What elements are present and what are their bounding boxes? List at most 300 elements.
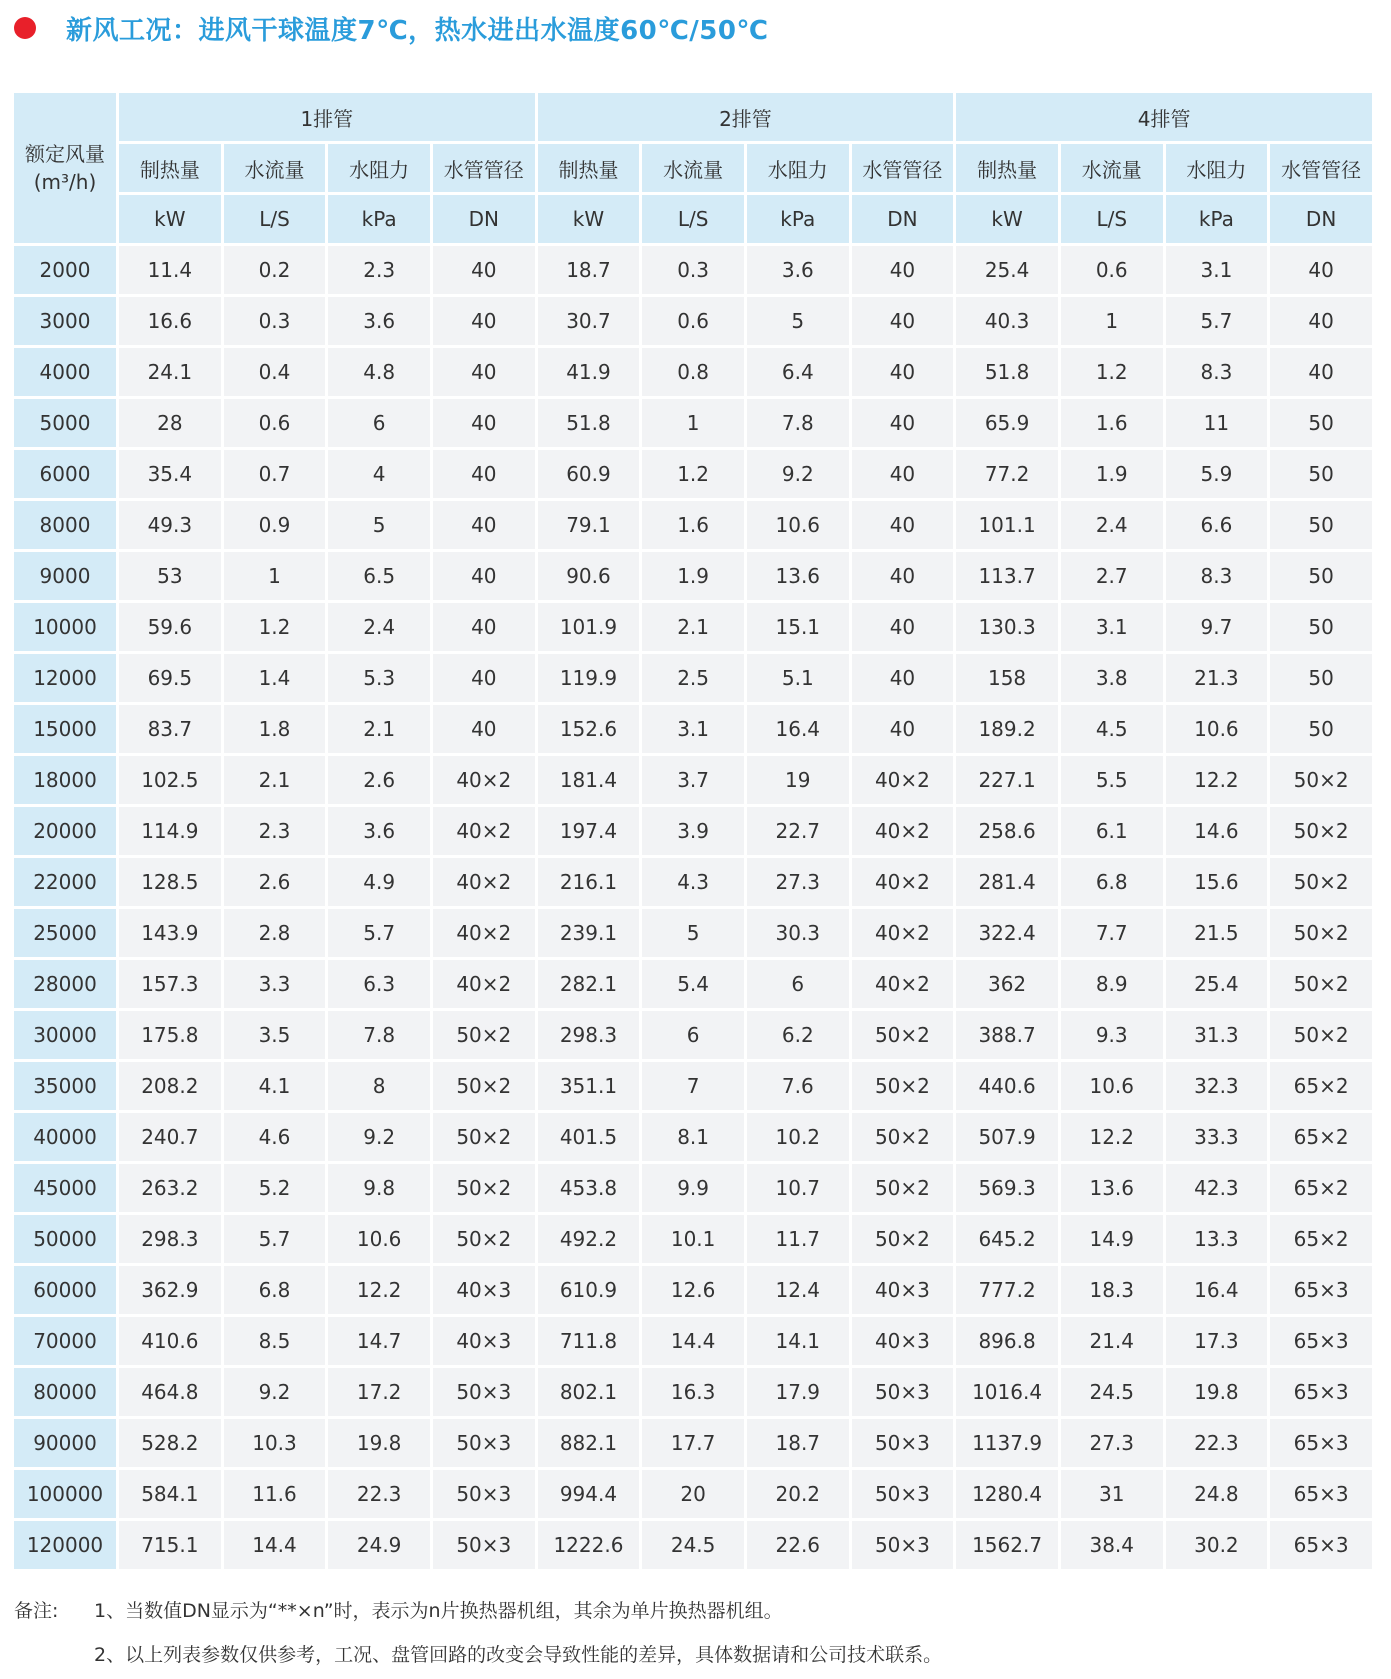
value-cell: 50×3 [433, 1368, 535, 1416]
value-cell: 40 [852, 552, 954, 600]
table-row [14, 1164, 1372, 1212]
column-unit: kPa [747, 195, 849, 243]
value-cell: 143.9 [119, 909, 221, 957]
value-cell: 0.4 [224, 348, 326, 396]
value-cell: 40×2 [852, 960, 954, 1008]
value-cell: 24.1 [119, 348, 221, 396]
value-cell: 152.6 [538, 705, 640, 753]
value-cell: 4.1 [224, 1062, 326, 1110]
value-cell: 4.3 [642, 858, 744, 906]
value-cell: 50 [1270, 399, 1372, 447]
airflow-cell: 6000 [14, 450, 116, 498]
value-cell: 351.1 [538, 1062, 640, 1110]
value-cell: 2.3 [328, 246, 430, 294]
table-row [14, 1011, 1372, 1059]
value-cell: 40 [433, 399, 535, 447]
value-cell: 1.9 [642, 552, 744, 600]
value-cell: 40 [1270, 348, 1372, 396]
value-cell: 3.1 [642, 705, 744, 753]
airflow-cell: 30000 [14, 1011, 116, 1059]
value-cell: 3.5 [224, 1011, 326, 1059]
value-cell: 507.9 [956, 1113, 1058, 1161]
value-cell: 40×2 [433, 858, 535, 906]
value-cell: 16.6 [119, 297, 221, 345]
value-cell: 50×2 [1270, 807, 1372, 855]
table-row [14, 1062, 1372, 1110]
value-cell: 19 [747, 756, 849, 804]
value-cell: 69.5 [119, 654, 221, 702]
value-cell: 2.6 [328, 756, 430, 804]
value-cell: 42.3 [1166, 1164, 1268, 1212]
value-cell: 18.3 [1061, 1266, 1163, 1314]
value-cell: 6.1 [1061, 807, 1163, 855]
value-cell: 65×2 [1270, 1062, 1372, 1110]
value-cell: 40 [852, 450, 954, 498]
value-cell: 1 [642, 399, 744, 447]
value-cell: 10.6 [1061, 1062, 1163, 1110]
value-cell: 90.6 [538, 552, 640, 600]
value-cell: 8.3 [1166, 348, 1268, 396]
value-cell: 0.6 [224, 399, 326, 447]
value-cell: 130.3 [956, 603, 1058, 651]
airflow-cell: 100000 [14, 1470, 116, 1518]
value-cell: 362 [956, 960, 1058, 1008]
value-cell: 40×2 [433, 807, 535, 855]
value-cell: 65×3 [1270, 1470, 1372, 1518]
value-cell: 15.1 [747, 603, 849, 651]
value-cell: 6 [747, 960, 849, 1008]
value-cell: 158 [956, 654, 1058, 702]
value-cell: 40 [433, 603, 535, 651]
value-cell: 157.3 [119, 960, 221, 1008]
value-cell: 32.3 [1166, 1062, 1268, 1110]
red-bullet-icon [14, 17, 36, 39]
value-cell: 12.4 [747, 1266, 849, 1314]
value-cell: 21.3 [1166, 654, 1268, 702]
airflow-cell: 120000 [14, 1521, 116, 1569]
value-cell: 33.3 [1166, 1113, 1268, 1161]
value-cell: 40.3 [956, 297, 1058, 345]
value-cell: 4.9 [328, 858, 430, 906]
value-cell: 3.8 [1061, 654, 1163, 702]
column-label: 制热量 [538, 144, 640, 192]
value-cell: 24.5 [1061, 1368, 1163, 1416]
value-cell: 216.1 [538, 858, 640, 906]
value-cell: 40×2 [852, 756, 954, 804]
column-unit: L/S [1061, 195, 1163, 243]
table-row [14, 297, 1372, 345]
value-cell: 20.2 [747, 1470, 849, 1518]
value-cell: 3.1 [1061, 603, 1163, 651]
value-cell: 17.7 [642, 1419, 744, 1467]
value-cell: 5.4 [642, 960, 744, 1008]
value-cell: 40×2 [852, 807, 954, 855]
value-cell: 50×3 [433, 1419, 535, 1467]
value-cell: 0.6 [1061, 246, 1163, 294]
value-cell: 40 [433, 348, 535, 396]
column-unit: DN [852, 195, 954, 243]
group-header: 1排管 [119, 93, 535, 141]
value-cell: 65×3 [1270, 1266, 1372, 1314]
value-cell: 40×2 [852, 909, 954, 957]
value-cell: 83.7 [119, 705, 221, 753]
value-cell: 40×3 [852, 1317, 954, 1365]
value-cell: 50×2 [852, 1062, 954, 1110]
value-cell: 13.6 [747, 552, 849, 600]
value-cell: 8.9 [1061, 960, 1163, 1008]
value-cell: 101.1 [956, 501, 1058, 549]
value-cell: 19.8 [328, 1419, 430, 1467]
value-cell: 0.6 [642, 297, 744, 345]
value-cell: 410.6 [119, 1317, 221, 1365]
value-cell: 16.4 [747, 705, 849, 753]
value-cell: 1016.4 [956, 1368, 1058, 1416]
value-cell: 4 [328, 450, 430, 498]
value-cell: 50×3 [433, 1521, 535, 1569]
value-cell: 5.7 [1166, 297, 1268, 345]
value-cell: 40 [433, 246, 535, 294]
value-cell: 9.8 [328, 1164, 430, 1212]
value-cell: 9.2 [328, 1113, 430, 1161]
table-row [14, 1113, 1372, 1161]
value-cell: 6 [328, 399, 430, 447]
value-cell: 10.7 [747, 1164, 849, 1212]
value-cell: 50 [1270, 552, 1372, 600]
column-label: 水阻力 [328, 144, 430, 192]
value-cell: 40 [852, 399, 954, 447]
value-cell: 6.2 [747, 1011, 849, 1059]
airflow-cell: 35000 [14, 1062, 116, 1110]
value-cell: 65×2 [1270, 1164, 1372, 1212]
value-cell: 208.2 [119, 1062, 221, 1110]
table-row [14, 1521, 1372, 1569]
column-unit: kPa [328, 195, 430, 243]
value-cell: 10.6 [328, 1215, 430, 1263]
airflow-cell: 15000 [14, 705, 116, 753]
table-row [14, 552, 1372, 600]
value-cell: 1.2 [1061, 348, 1163, 396]
column-label: 水流量 [1061, 144, 1163, 192]
value-cell: 2.4 [328, 603, 430, 651]
column-unit: kW [538, 195, 640, 243]
table-row [14, 909, 1372, 957]
value-cell: 50 [1270, 705, 1372, 753]
value-cell: 50×3 [852, 1521, 954, 1569]
column-unit: DN [1270, 195, 1372, 243]
value-cell: 4.5 [1061, 705, 1163, 753]
value-cell: 101.9 [538, 603, 640, 651]
value-cell: 239.1 [538, 909, 640, 957]
value-cell: 6 [642, 1011, 744, 1059]
value-cell: 6.8 [1061, 858, 1163, 906]
value-cell: 1.8 [224, 705, 326, 753]
value-cell: 7.7 [1061, 909, 1163, 957]
value-cell: 298.3 [538, 1011, 640, 1059]
value-cell: 22.6 [747, 1521, 849, 1569]
column-unit: kPa [1166, 195, 1268, 243]
airflow-cell: 90000 [14, 1419, 116, 1467]
value-cell: 10.2 [747, 1113, 849, 1161]
value-cell: 5.3 [328, 654, 430, 702]
table-row [14, 1317, 1372, 1365]
value-cell: 11.6 [224, 1470, 326, 1518]
value-cell: 13.6 [1061, 1164, 1163, 1212]
value-cell: 14.7 [328, 1317, 430, 1365]
column-unit: DN [433, 195, 535, 243]
value-cell: 263.2 [119, 1164, 221, 1212]
value-cell: 50×2 [1270, 1011, 1372, 1059]
value-cell: 8.5 [224, 1317, 326, 1365]
value-cell: 50×2 [852, 1113, 954, 1161]
value-cell: 10.1 [642, 1215, 744, 1263]
value-cell: 17.3 [1166, 1317, 1268, 1365]
value-cell: 50×2 [1270, 756, 1372, 804]
value-cell: 645.2 [956, 1215, 1058, 1263]
value-cell: 40×2 [433, 909, 535, 957]
value-cell: 18.7 [538, 246, 640, 294]
value-cell: 50×3 [852, 1368, 954, 1416]
airflow-cell: 8000 [14, 501, 116, 549]
value-cell: 50×2 [433, 1215, 535, 1263]
value-cell: 6.3 [328, 960, 430, 1008]
airflow-cell: 20000 [14, 807, 116, 855]
value-cell: 113.7 [956, 552, 1058, 600]
table-row [14, 705, 1372, 753]
value-cell: 11.4 [119, 246, 221, 294]
value-cell: 8.1 [642, 1113, 744, 1161]
value-cell: 27.3 [747, 858, 849, 906]
value-cell: 38.4 [1061, 1521, 1163, 1569]
column-label: 水阻力 [1166, 144, 1268, 192]
value-cell: 50×3 [433, 1470, 535, 1518]
value-cell: 1.6 [1061, 399, 1163, 447]
value-cell: 128.5 [119, 858, 221, 906]
value-cell: 5 [328, 501, 430, 549]
value-cell: 9.9 [642, 1164, 744, 1212]
value-cell: 21.4 [1061, 1317, 1163, 1365]
column-label: 水流量 [642, 144, 744, 192]
value-cell: 282.1 [538, 960, 640, 1008]
value-cell: 298.3 [119, 1215, 221, 1263]
value-cell: 77.2 [956, 450, 1058, 498]
column-label: 水管管径 [852, 144, 954, 192]
value-cell: 13.3 [1166, 1215, 1268, 1263]
table-row [14, 246, 1372, 294]
airflow-cell: 4000 [14, 348, 116, 396]
value-cell: 10.6 [1166, 705, 1268, 753]
value-cell: 6.5 [328, 552, 430, 600]
value-cell: 258.6 [956, 807, 1058, 855]
value-cell: 16.3 [642, 1368, 744, 1416]
value-cell: 12.2 [328, 1266, 430, 1314]
value-cell: 3.6 [328, 297, 430, 345]
table-row [14, 1266, 1372, 1314]
value-cell: 8 [328, 1062, 430, 1110]
value-cell: 50×2 [1270, 858, 1372, 906]
value-cell: 10.3 [224, 1419, 326, 1467]
value-cell: 65×2 [1270, 1113, 1372, 1161]
value-cell: 322.4 [956, 909, 1058, 957]
value-cell: 6.8 [224, 1266, 326, 1314]
value-cell: 7.6 [747, 1062, 849, 1110]
value-cell: 7.8 [747, 399, 849, 447]
value-cell: 1 [1061, 297, 1163, 345]
value-cell: 17.9 [747, 1368, 849, 1416]
value-cell: 14.9 [1061, 1215, 1163, 1263]
value-cell: 281.4 [956, 858, 1058, 906]
value-cell: 1.6 [642, 501, 744, 549]
column-label: 制热量 [119, 144, 221, 192]
value-cell: 40×3 [433, 1266, 535, 1314]
table-row [14, 1215, 1372, 1263]
value-cell: 50×2 [1270, 960, 1372, 1008]
note-item: 1、当数值DN显示为“**×n”时，表示为n片换热器机组，其余为单片换热器机组。 [94, 1600, 783, 1622]
value-cell: 40 [1270, 297, 1372, 345]
value-cell: 14.1 [747, 1317, 849, 1365]
value-cell: 7 [642, 1062, 744, 1110]
value-cell: 388.7 [956, 1011, 1058, 1059]
value-cell: 492.2 [538, 1215, 640, 1263]
value-cell: 40 [433, 450, 535, 498]
value-cell: 65×2 [1270, 1215, 1372, 1263]
value-cell: 41.9 [538, 348, 640, 396]
value-cell: 30.7 [538, 297, 640, 345]
column-unit: L/S [642, 195, 744, 243]
column-unit: kW [119, 195, 221, 243]
airflow-cell: 70000 [14, 1317, 116, 1365]
table-row [14, 1419, 1372, 1467]
value-cell: 24.5 [642, 1521, 744, 1569]
value-cell: 0.7 [224, 450, 326, 498]
value-cell: 60.9 [538, 450, 640, 498]
value-cell: 0.2 [224, 246, 326, 294]
value-cell: 50×2 [852, 1215, 954, 1263]
value-cell: 50×2 [433, 1113, 535, 1161]
value-cell: 181.4 [538, 756, 640, 804]
value-cell: 0.3 [224, 297, 326, 345]
value-cell: 30.3 [747, 909, 849, 957]
value-cell: 5 [642, 909, 744, 957]
value-cell: 2.5 [642, 654, 744, 702]
value-cell: 5.7 [224, 1215, 326, 1263]
value-cell: 40 [852, 654, 954, 702]
value-cell: 40 [433, 705, 535, 753]
value-cell: 50×2 [433, 1011, 535, 1059]
value-cell: 24.9 [328, 1521, 430, 1569]
value-cell: 464.8 [119, 1368, 221, 1416]
value-cell: 10.6 [747, 501, 849, 549]
value-cell: 40 [433, 501, 535, 549]
value-cell: 1.9 [1061, 450, 1163, 498]
value-cell: 0.3 [642, 246, 744, 294]
value-cell: 2.1 [224, 756, 326, 804]
title-row [14, 8, 768, 48]
value-cell: 8.3 [1166, 552, 1268, 600]
value-cell: 711.8 [538, 1317, 640, 1365]
value-cell: 2.7 [1061, 552, 1163, 600]
value-cell: 5.9 [1166, 450, 1268, 498]
value-cell: 79.1 [538, 501, 640, 549]
value-cell: 40 [852, 501, 954, 549]
value-cell: 882.1 [538, 1419, 640, 1467]
value-cell: 4.8 [328, 348, 430, 396]
value-cell: 11 [1166, 399, 1268, 447]
airflow-cell: 18000 [14, 756, 116, 804]
airflow-cell: 50000 [14, 1215, 116, 1263]
notes-label: 备注: [14, 1600, 59, 1622]
table-row [14, 399, 1372, 447]
value-cell: 528.2 [119, 1419, 221, 1467]
table-row [14, 501, 1372, 549]
value-cell: 1562.7 [956, 1521, 1058, 1569]
value-cell: 40×2 [433, 756, 535, 804]
value-cell: 40 [433, 654, 535, 702]
column-label: 水管管径 [433, 144, 535, 192]
value-cell: 1.4 [224, 654, 326, 702]
value-cell: 65×3 [1270, 1521, 1372, 1569]
value-cell: 35.4 [119, 450, 221, 498]
value-cell: 362.9 [119, 1266, 221, 1314]
value-cell: 14.4 [642, 1317, 744, 1365]
value-cell: 896.8 [956, 1317, 1058, 1365]
value-cell: 5.7 [328, 909, 430, 957]
value-cell: 50×3 [852, 1470, 954, 1518]
value-cell: 17.2 [328, 1368, 430, 1416]
value-cell: 3.6 [747, 246, 849, 294]
airflow-cell: 28000 [14, 960, 116, 1008]
value-cell: 3.6 [328, 807, 430, 855]
value-cell: 3.3 [224, 960, 326, 1008]
value-cell: 50 [1270, 654, 1372, 702]
value-cell: 401.5 [538, 1113, 640, 1161]
group-header: 4排管 [956, 93, 1372, 141]
value-cell: 40 [852, 246, 954, 294]
value-cell: 12.2 [1166, 756, 1268, 804]
value-cell: 1222.6 [538, 1521, 640, 1569]
column-label: 制热量 [956, 144, 1058, 192]
column-label: 水流量 [224, 144, 326, 192]
airflow-cell: 2000 [14, 246, 116, 294]
value-cell: 1.2 [642, 450, 744, 498]
value-cell: 50×2 [852, 1011, 954, 1059]
value-cell: 50×3 [852, 1419, 954, 1467]
value-cell: 25.4 [1166, 960, 1268, 1008]
value-cell: 5 [747, 297, 849, 345]
value-cell: 49.3 [119, 501, 221, 549]
value-cell: 9.3 [1061, 1011, 1163, 1059]
value-cell: 240.7 [119, 1113, 221, 1161]
value-cell: 18.7 [747, 1419, 849, 1467]
value-cell: 12.6 [642, 1266, 744, 1314]
value-cell: 3.9 [642, 807, 744, 855]
value-cell: 40×2 [852, 858, 954, 906]
value-cell: 610.9 [538, 1266, 640, 1314]
value-cell: 25.4 [956, 246, 1058, 294]
value-cell: 777.2 [956, 1266, 1058, 1314]
value-cell: 40 [852, 603, 954, 651]
value-cell: 6.4 [747, 348, 849, 396]
value-cell: 715.1 [119, 1521, 221, 1569]
value-cell: 175.8 [119, 1011, 221, 1059]
airflow-cell: 60000 [14, 1266, 116, 1314]
table-row [14, 858, 1372, 906]
value-cell: 1.2 [224, 603, 326, 651]
table-row [14, 654, 1372, 702]
value-cell: 19.8 [1166, 1368, 1268, 1416]
rated-airflow-unit: (m³/h) [33, 170, 97, 194]
value-cell: 65.9 [956, 399, 1058, 447]
value-cell: 6.6 [1166, 501, 1268, 549]
